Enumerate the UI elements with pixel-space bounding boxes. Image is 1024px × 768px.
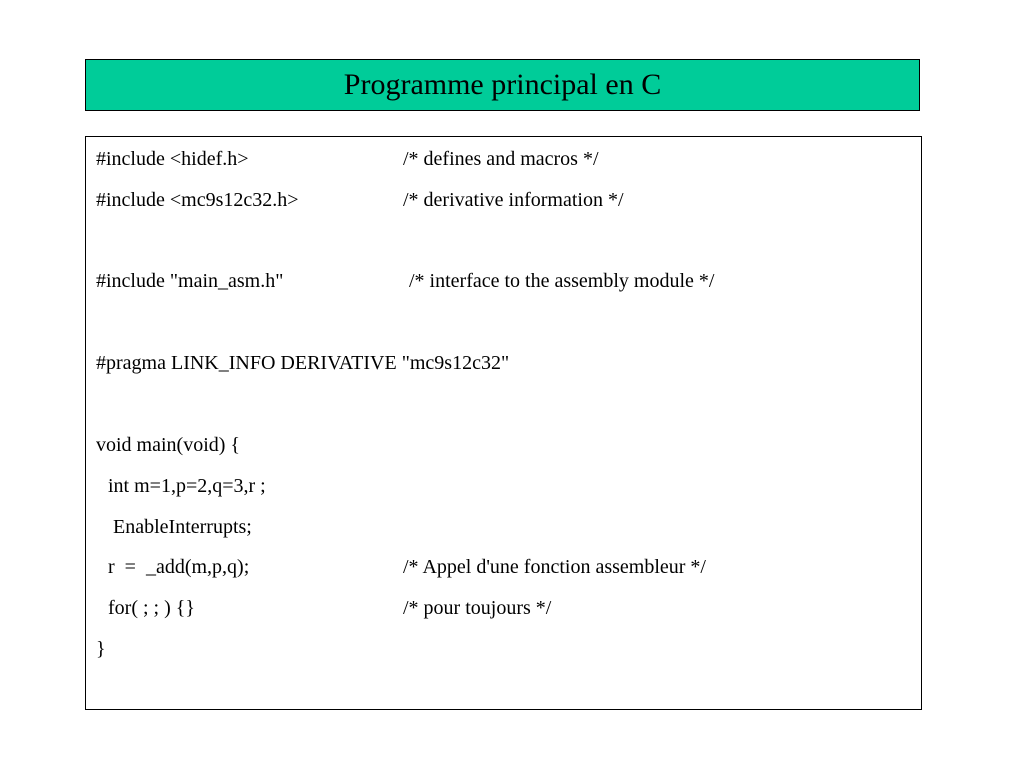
code-text: for( ; ; ) {} [108, 597, 195, 619]
code-line-closing-brace [86, 635, 921, 663]
slide-title: Programme principal en C [343, 68, 662, 101]
code-text: EnableInterrupts; [113, 516, 252, 538]
code-comment: /* Appel d'une fonction assembleur */ [403, 556, 706, 578]
code-line-include-main-asm [86, 267, 921, 295]
code-text: r = _add(m,p,q); [108, 556, 250, 578]
code-comment: /* pour toujours */ [403, 597, 552, 619]
code-line-pragma [86, 349, 921, 377]
code-line-declarations [86, 472, 921, 500]
code-comment: /* defines and macros */ [403, 148, 599, 170]
code-text: int m=1,p=2,q=3,r ; [108, 475, 266, 497]
code-listing-box [85, 136, 922, 710]
code-line-enable-interrupts [86, 513, 921, 541]
code-text: #pragma LINK_INFO DERIVATIVE "mc9s12c32" [96, 352, 510, 374]
code-line-include-hidef [86, 145, 921, 173]
code-line-add-call [86, 553, 921, 581]
code-line-forever-loop [86, 594, 921, 622]
slide-title-banner [85, 59, 920, 111]
code-comment: /* derivative information */ [403, 189, 624, 211]
code-text: } [96, 638, 106, 660]
code-text: #include "main_asm.h" [96, 270, 284, 292]
code-comment: /* interface to the assembly module */ [409, 270, 715, 292]
code-line-main-signature [86, 431, 921, 459]
code-text: #include <hidef.h> [96, 148, 249, 170]
code-line-include-mc9s12c32 [86, 186, 921, 214]
code-text: void main(void) { [96, 434, 241, 456]
code-text: #include <mc9s12c32.h> [96, 189, 299, 211]
